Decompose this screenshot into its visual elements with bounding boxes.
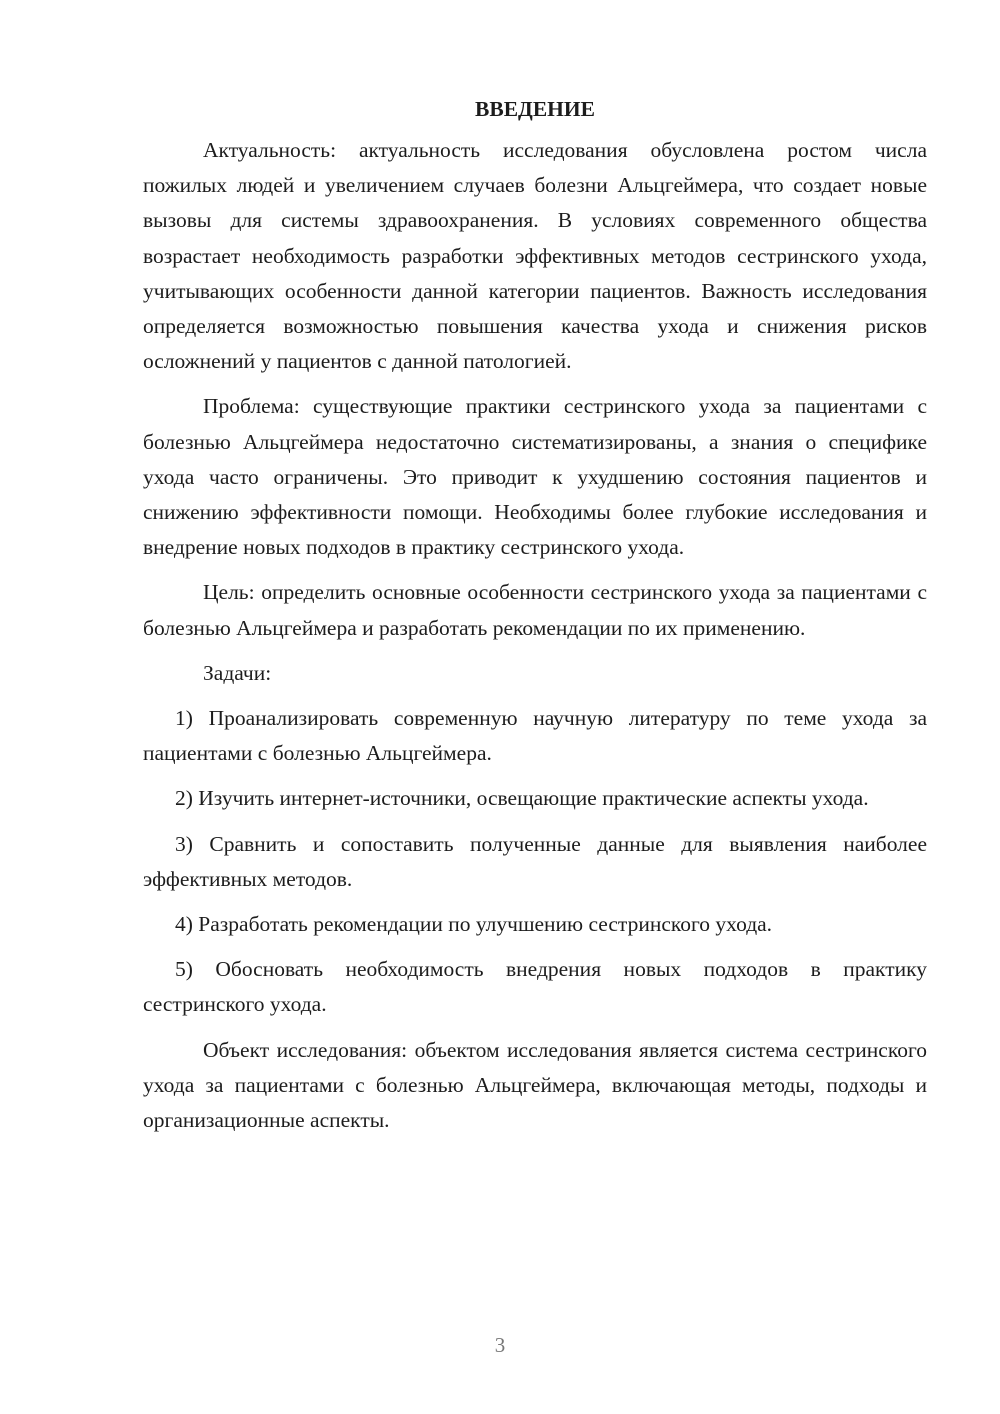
task-item-2: 2) Изучить интернет-источники, освещающие практические аспекты ухода. <box>175 786 869 811</box>
task-item-3: 3) Сравнить и сопоставить полученные данные для выявления наиболее эффективных методов. <box>143 831 927 891</box>
task-item-1: 1) Проанализировать современную научную литературу по теме ухода за пациентами с болезнью Альцгеймера. <box>143 706 927 766</box>
task-item-5: 5) Обосновать необходимость внедрения новых подходов в практику сестринского ухода. <box>143 957 927 1017</box>
object-paragraph: Объект исследования: объектом исследования является система сестринского ухода за пациентами с болезнью Альцгеймера, включающая методы, подходы и организационные аспекты. <box>143 1037 927 1133</box>
relevance-paragraph: Актуальность: актуальность исследования обусловлена ростом числа пожилых людей и увеличением случаев болезни Альцгеймера, что создает новые вызовы для системы здравоохранения. В условиях современного общества возрастает необходимость разработки эффективных методов сестринского ухода, учитывающих особенности данной категории пациентов. Важность исследования определяется возможностью повышения качества ухода и снижения рисков осложнений у пациентов с данной патологией. <box>143 138 927 374</box>
problem-paragraph: Проблема: существующие практики сестринского ухода за пациентами с болезнью Альцгеймера недостаточно систематизированы, а знания о специфике ухода часто ограничены. Это приводит к ухудшению состояния пациентов и снижению эффективности помощи. Необходимы более глубокие исследования и внедрение новых подходов в практику сестринского ухода. <box>143 394 927 560</box>
section-heading: ВВЕДЕНИЕ <box>475 97 595 121</box>
document-page <box>143 92 927 1148</box>
page-number: 3 <box>494 1333 506 1357</box>
tasks-label: Задачи: <box>203 660 272 685</box>
task-item-4: 4) Разработать рекомендации по улучшению сестринского ухода. <box>175 912 773 937</box>
goal-paragraph: Цель: определить основные особенности сестринского ухода за пациентами с болезнью Альцгеймера и разработать рекомендации по их применению. <box>143 580 927 640</box>
